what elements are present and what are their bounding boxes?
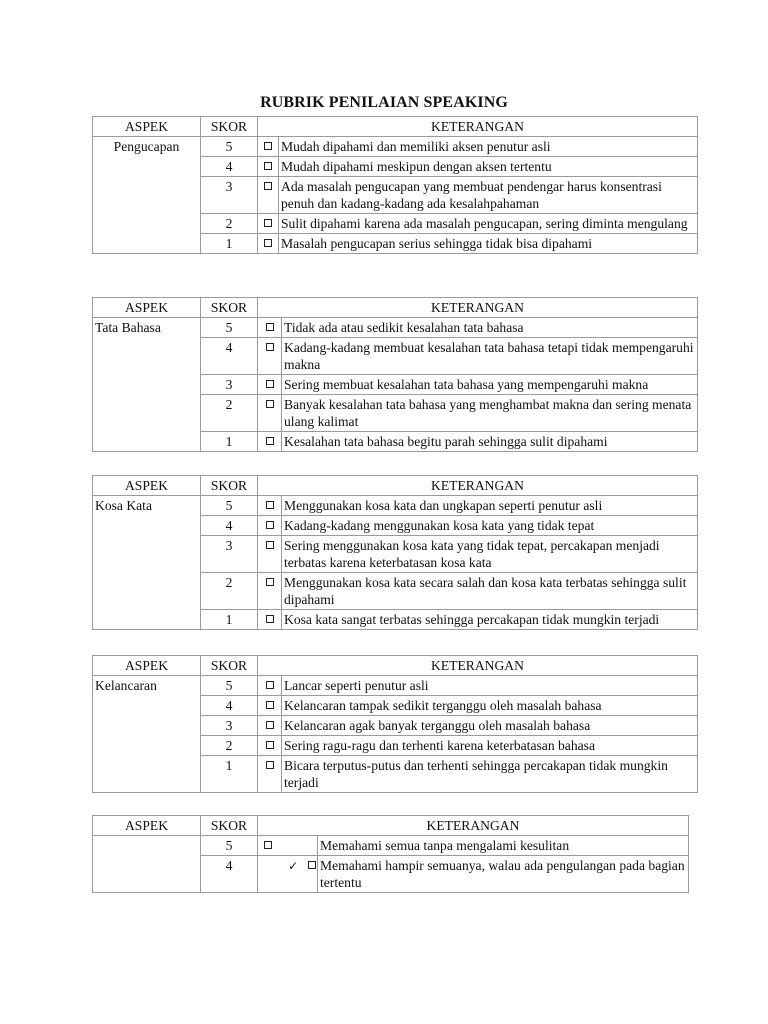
checkbox-icon xyxy=(258,516,282,536)
description-cell: Sulit dipahami karena ada masalah pengucapan, sering diminta mengulang xyxy=(279,214,698,234)
score-cell: 3 xyxy=(201,536,258,573)
description-cell: Memahami hampir semuanya, walau ada pengulangan pada bagian tertentu xyxy=(318,856,689,893)
score-cell: 5 xyxy=(201,676,258,696)
description-cell: Lancar seperti penutur asli xyxy=(282,676,698,696)
header-skor: SKOR xyxy=(201,816,258,836)
document-title: RUBRIK PENILAIAN SPEAKING xyxy=(260,94,508,111)
score-cell: 5 xyxy=(201,137,258,157)
score-cell: 2 xyxy=(201,573,258,610)
header-aspek: ASPEK xyxy=(93,476,201,496)
checkbox-icon xyxy=(258,496,282,516)
description-cell: Masalah pengucapan serius sehingga tidak bisa dipahami xyxy=(279,234,698,254)
score-cell: 1 xyxy=(201,756,258,793)
checkmark-icon: ✓ xyxy=(287,859,298,873)
score-cell: 3 xyxy=(201,716,258,736)
description-cell: Kadang-kadang menggunakan kosa kata yang tidak tepat xyxy=(282,516,698,536)
checkbox-icon xyxy=(258,676,282,696)
score-cell: 5 xyxy=(201,318,258,338)
score-cell: 5 xyxy=(201,836,258,856)
checkbox-icon xyxy=(258,375,282,395)
description-cell: Menggunakan kosa kata dan ungkapan seperti penutur asli xyxy=(282,496,698,516)
rubric-table-kosa-kata xyxy=(92,475,698,630)
table-row xyxy=(93,496,698,516)
description-cell: Kosa kata sangat terbatas sehingga percakapan tidak mungkin terjadi xyxy=(282,610,698,630)
description-cell: Mudah dipahami dan memiliki aksen penutur asli xyxy=(279,137,698,157)
rubric-table-tata-bahasa xyxy=(92,297,698,452)
description-cell: Kadang-kadang membuat kesalahan tata bahasa tetapi tidak mempengaruhi makna xyxy=(282,338,698,375)
description-cell: Kelancaran tampak sedikit terganggu oleh masalah bahasa xyxy=(282,696,698,716)
checkbox-icon xyxy=(258,234,279,254)
checkbox-icon xyxy=(258,137,279,157)
checkbox-icon xyxy=(258,536,282,573)
header-keterangan: KETERANGAN xyxy=(258,816,689,836)
description-cell: Tidak ada atau sedikit kesalahan tata bahasa xyxy=(282,318,698,338)
rubric-table-pemahaman xyxy=(92,815,689,893)
description-cell: Bicara terputus-putus dan terhenti sehingga percakapan tidak mungkin terjadi xyxy=(282,756,698,793)
header-keterangan: KETERANGAN xyxy=(258,656,698,676)
score-cell: 2 xyxy=(201,214,258,234)
checkbox-icon xyxy=(258,177,279,214)
score-cell: 5 xyxy=(201,496,258,516)
table-row xyxy=(93,836,689,856)
score-cell: 2 xyxy=(201,395,258,432)
aspect-label: Kelancaran xyxy=(93,676,201,793)
score-cell: 2 xyxy=(201,736,258,756)
rubric-table-pengucapan xyxy=(92,116,698,254)
checkbox-icon xyxy=(258,157,279,177)
checkbox-icon xyxy=(308,861,316,869)
description-cell: Sering menggunakan kosa kata yang tidak tepat, percakapan menjadi terbatas karena keterbatasan kosa kata xyxy=(282,536,698,573)
checkbox-icon xyxy=(258,756,282,793)
aspect-label xyxy=(93,836,201,893)
description-cell: Sering ragu-ragu dan terhenti karena keterbatasan bahasa xyxy=(282,736,698,756)
score-cell: 4 xyxy=(201,696,258,716)
header-aspek: ASPEK xyxy=(93,298,201,318)
table-header-row xyxy=(93,117,698,137)
checkbox-icon xyxy=(258,432,282,452)
checkbox-icon xyxy=(258,836,318,856)
description-cell: Banyak kesalahan tata bahasa yang menghambat makna dan sering menata ulang kalimat xyxy=(282,395,698,432)
checkbox-icon xyxy=(258,696,282,716)
table-row xyxy=(93,137,698,157)
header-skor: SKOR xyxy=(201,117,258,137)
header-skor: SKOR xyxy=(201,656,258,676)
header-skor: SKOR xyxy=(201,476,258,496)
table-header-row xyxy=(93,476,698,496)
header-keterangan: KETERANGAN xyxy=(258,476,698,496)
score-cell: 4 xyxy=(201,157,258,177)
aspect-label: Pengucapan xyxy=(93,137,201,254)
checkbox-icon xyxy=(258,716,282,736)
header-aspek: ASPEK xyxy=(93,656,201,676)
score-cell: 1 xyxy=(201,432,258,452)
description-cell: Memahami semua tanpa mengalami kesulitan xyxy=(318,836,689,856)
score-cell: 1 xyxy=(201,234,258,254)
checkbox-icon xyxy=(258,318,282,338)
table-header-row xyxy=(93,298,698,318)
checkbox-icon xyxy=(258,395,282,432)
description-cell: Mudah dipahami meskipun dengan aksen tertentu xyxy=(279,157,698,177)
table-row xyxy=(93,676,698,696)
checkbox-icon xyxy=(258,610,282,630)
score-cell: 4 xyxy=(201,338,258,375)
header-aspek: ASPEK xyxy=(93,816,201,836)
header-skor: SKOR xyxy=(201,298,258,318)
description-cell: Kelancaran agak banyak terganggu oleh masalah bahasa xyxy=(282,716,698,736)
table-row xyxy=(93,318,698,338)
checkbox-icon xyxy=(258,338,282,375)
table-header-row xyxy=(93,656,698,676)
description-cell: Kesalahan tata bahasa begitu parah sehingga sulit dipahami xyxy=(282,432,698,452)
score-cell: 3 xyxy=(201,177,258,214)
score-cell: 4 xyxy=(201,516,258,536)
rubric-table-kelancaran xyxy=(92,655,698,793)
checkbox-icon xyxy=(258,214,279,234)
aspect-label: Kosa Kata xyxy=(93,496,201,630)
score-cell: 4 xyxy=(201,856,258,893)
header-keterangan: KETERANGAN xyxy=(258,117,698,137)
description-cell: Menggunakan kosa kata secara salah dan kosa kata terbatas sehingga sulit dipahami xyxy=(282,573,698,610)
score-cell: 3 xyxy=(201,375,258,395)
aspect-label: Tata Bahasa xyxy=(93,318,201,452)
checkbox-icon xyxy=(258,573,282,610)
description-cell: Sering membuat kesalahan tata bahasa yang mempengaruhi makna xyxy=(282,375,698,395)
checked-box xyxy=(258,856,318,893)
checkbox-icon xyxy=(258,736,282,756)
header-keterangan: KETERANGAN xyxy=(258,298,698,318)
description-cell: Ada masalah pengucapan yang membuat pendengar harus konsentrasi penuh dan kadang-kadang ada kesalahpahaman xyxy=(279,177,698,214)
header-aspek: ASPEK xyxy=(93,117,201,137)
table-header-row xyxy=(93,816,689,836)
score-cell: 1 xyxy=(201,610,258,630)
